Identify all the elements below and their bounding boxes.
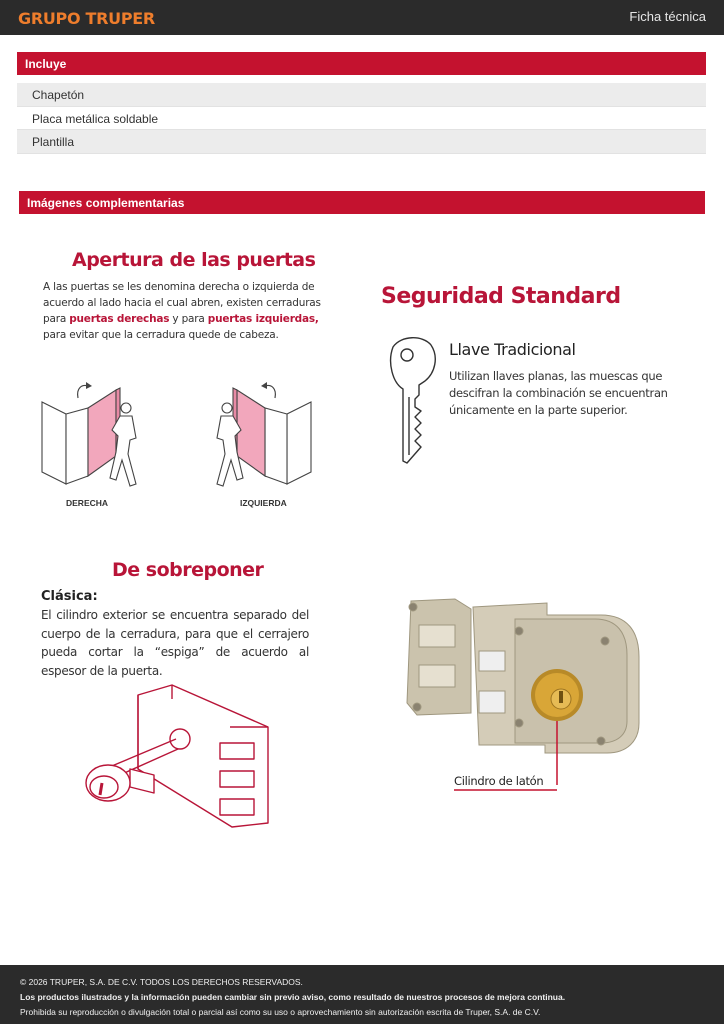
door-left-illustration (205, 380, 315, 492)
incluye-list (17, 83, 706, 154)
brass-cylinder (531, 669, 583, 721)
puertas-derechas-highlight: puertas derechas (69, 313, 170, 325)
cilindro-callout-line (454, 788, 558, 794)
list-item: Chapetón (17, 83, 706, 107)
apertura-text-part: para evitar que la cerradura quede de cabeza. (43, 329, 279, 341)
key-illustration (385, 333, 441, 469)
clasica-description: El cilindro exterior se encuentra separado del cuerpo de la cerradura, para que el cerrajero pueda cortar la “espiga” de acuerdo al espesor de la puerta. (41, 608, 309, 678)
clasica-title: Clásica: (41, 589, 98, 604)
imagenes-header: Imágenes complementarias (19, 191, 705, 214)
seguridad-title: Seguridad Standard (381, 284, 621, 309)
sobreponer-title: De sobreponer (112, 559, 264, 581)
truper-logo: GRUPO TRUPER (18, 9, 155, 28)
apertura-text-part: y para (169, 313, 208, 325)
footer (0, 965, 724, 1024)
lock-cylinder-diagram (80, 683, 272, 829)
lock-photo-illustration (395, 595, 645, 765)
list-item: Placa metálica soldable (17, 107, 706, 131)
apertura-text-part: A las puertas se les denomina derecha o izquierda de acuerdo al lado hacia el cual abren, existen cerraduras para (43, 281, 321, 325)
footer-copyright: © 2026 TRUPER, S.A. DE C.V. TODOS LOS DERECHOS RESERVADOS. (20, 977, 303, 987)
footer-notice: Los productos ilustrados y la información pueden cambiar sin previo aviso, como resultado de nuestros procesos de mejora continua. (20, 992, 566, 1002)
incluye-header: Incluye (17, 52, 706, 75)
apertura-description (43, 279, 323, 343)
izquierda-label: IZQUIERDA (240, 498, 287, 508)
cilindro-label: Cilindro de latón (454, 774, 544, 788)
list-item: Plantilla (17, 130, 706, 154)
llave-title: Llave Tradicional (449, 340, 576, 359)
apertura-title: Apertura de las puertas (72, 249, 316, 271)
top-bar (0, 0, 724, 35)
footer-legal: Prohibida su reproducción o divulgación total o parcial así como su uso o aprovechamiento sin autorización escrita de Truper, S.A. de C.V. (20, 1007, 541, 1017)
door-right-illustration (38, 380, 148, 492)
llave-description: Utilizan llaves planas, las muescas que descifran la combinación se encuentran únicamente en la parte superior. (449, 369, 668, 417)
derecha-label: DERECHA (66, 498, 109, 508)
puertas-izquierdas-highlight: puertas izquierdas, (207, 313, 319, 325)
doc-type-label: Ficha técnica (629, 9, 706, 24)
